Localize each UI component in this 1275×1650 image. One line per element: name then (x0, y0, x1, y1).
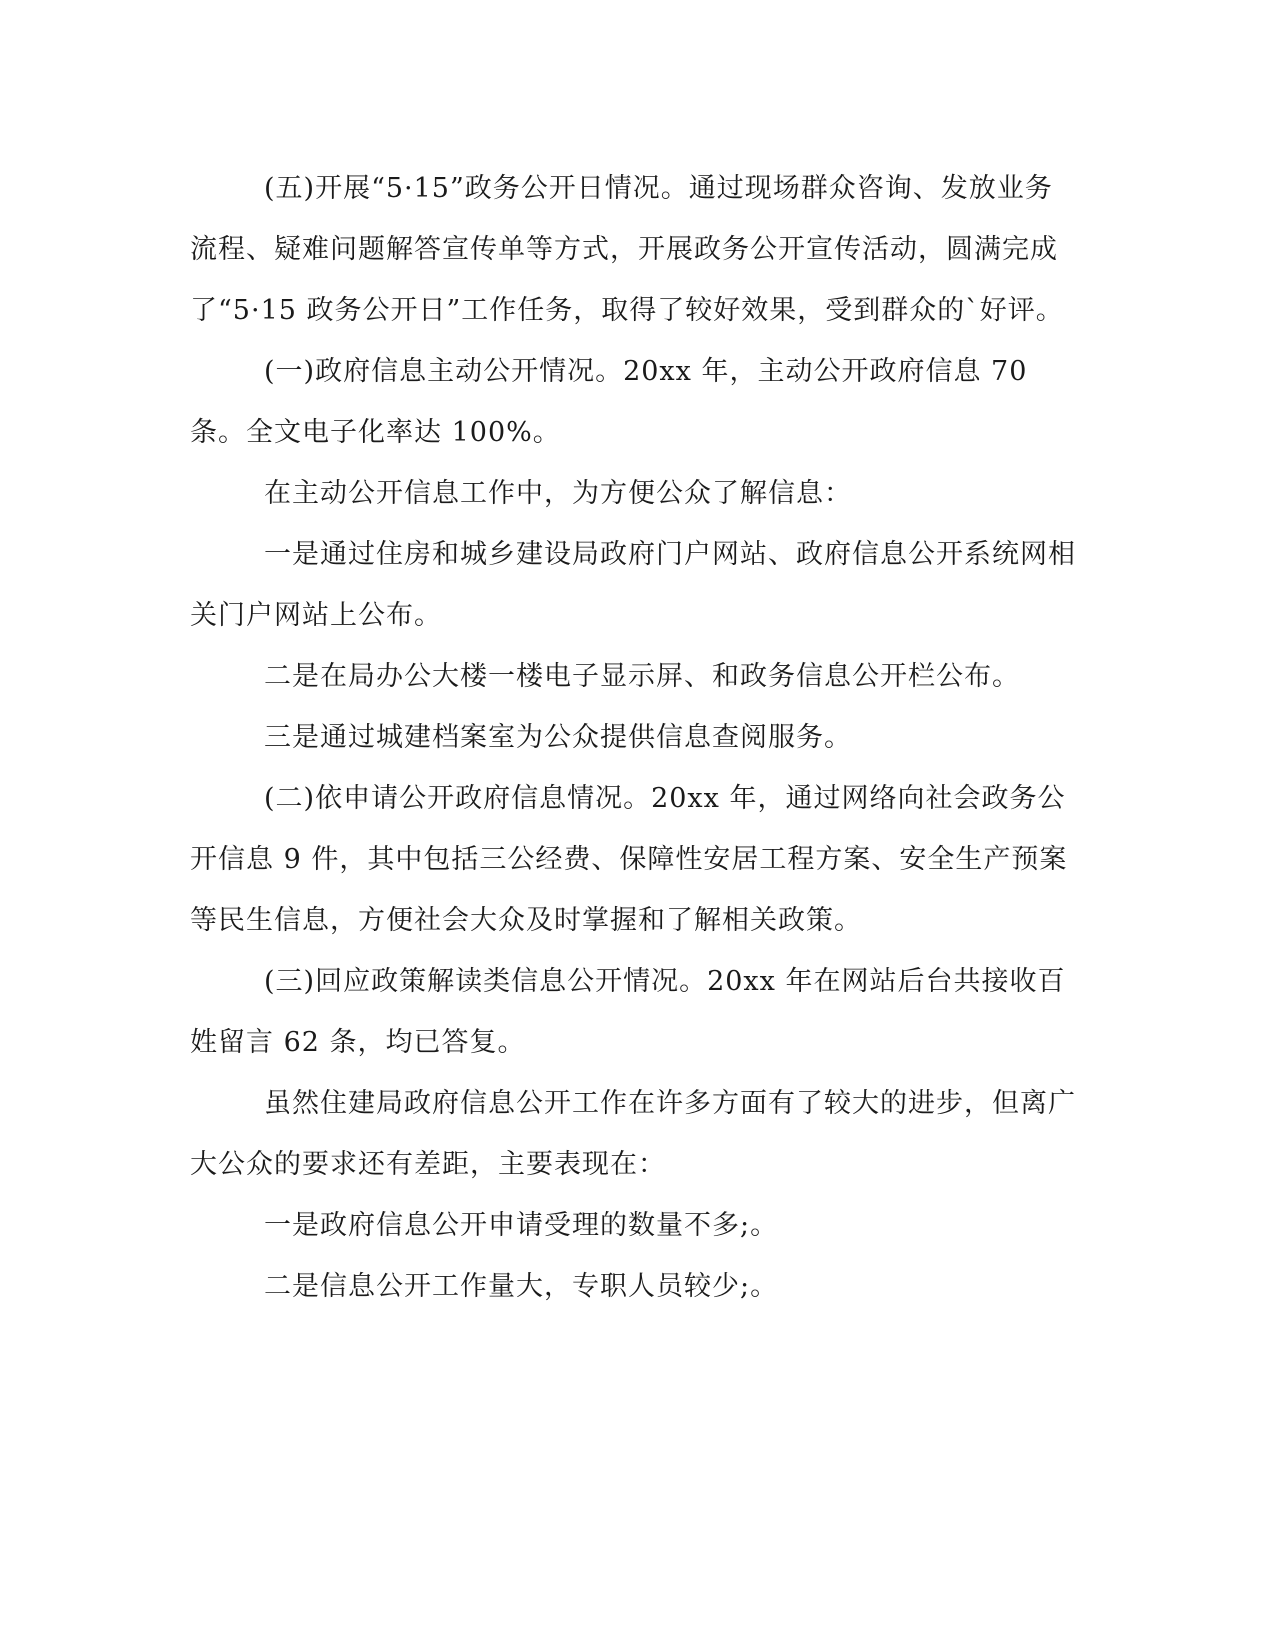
paragraph-item-website: 一是通过住房和城乡建设局政府门户网站、政府信息公开系统网相关门户网站上公布。 (190, 539, 1076, 631)
paragraph-request-disclosure: (二)依申请公开政府信息情况。20xx 年，通过网络向社会政务公开信息 9 件，其中包括三公经费、保障性安居工程方案、安全生产预案等民生信息，方便社会大众及时掌握和了解相关政策。 (190, 783, 1068, 936)
paragraph-proactive-disclosure: (一)政府信息主动公开情况。20xx 年，主动公开政府信息 70 条。全文电子化率达 100%。 (190, 356, 1037, 448)
paragraph-item-display-board: 二是在局办公大楼一楼电子显示屏、和政务信息公开栏公布。 (264, 661, 1020, 692)
paragraph-item-archive-room: 三是通过城建档案室为公众提供信息查阅服务。 (264, 722, 852, 753)
paragraph-shortcomings-intro: 虽然住建局政府信息公开工作在许多方面有了较大的进步，但离广大公众的要求还有差距，主要表现在： (190, 1088, 1076, 1180)
paragraph-disclosure-intro: 在主动公开信息工作中，为方便公众了解信息： (264, 478, 852, 509)
paragraph-policy-response: (三)回应政策解读类信息公开情况。20xx 年在网站后台共接收百姓留言 62 条，均已答复。 (190, 966, 1066, 1058)
document-body (190, 158, 1080, 1317)
paragraph-shortcoming-two: 二是信息公开工作量大，专职人员较少;。 (264, 1271, 779, 1302)
paragraph-gov-open-day: (五)开展“5·15”政务公开日情况。通过现场群众咨询、发放业务流程、疑难问题解答宣传单等方式，开展政务公开宣传活动，圆满完成了“5·15 政务公开日”工作任务，取得了较好效果，受到群众的`好评。 (190, 173, 1064, 326)
paragraph-shortcoming-one: 一是政府信息公开申请受理的数量不多;。 (264, 1210, 779, 1241)
